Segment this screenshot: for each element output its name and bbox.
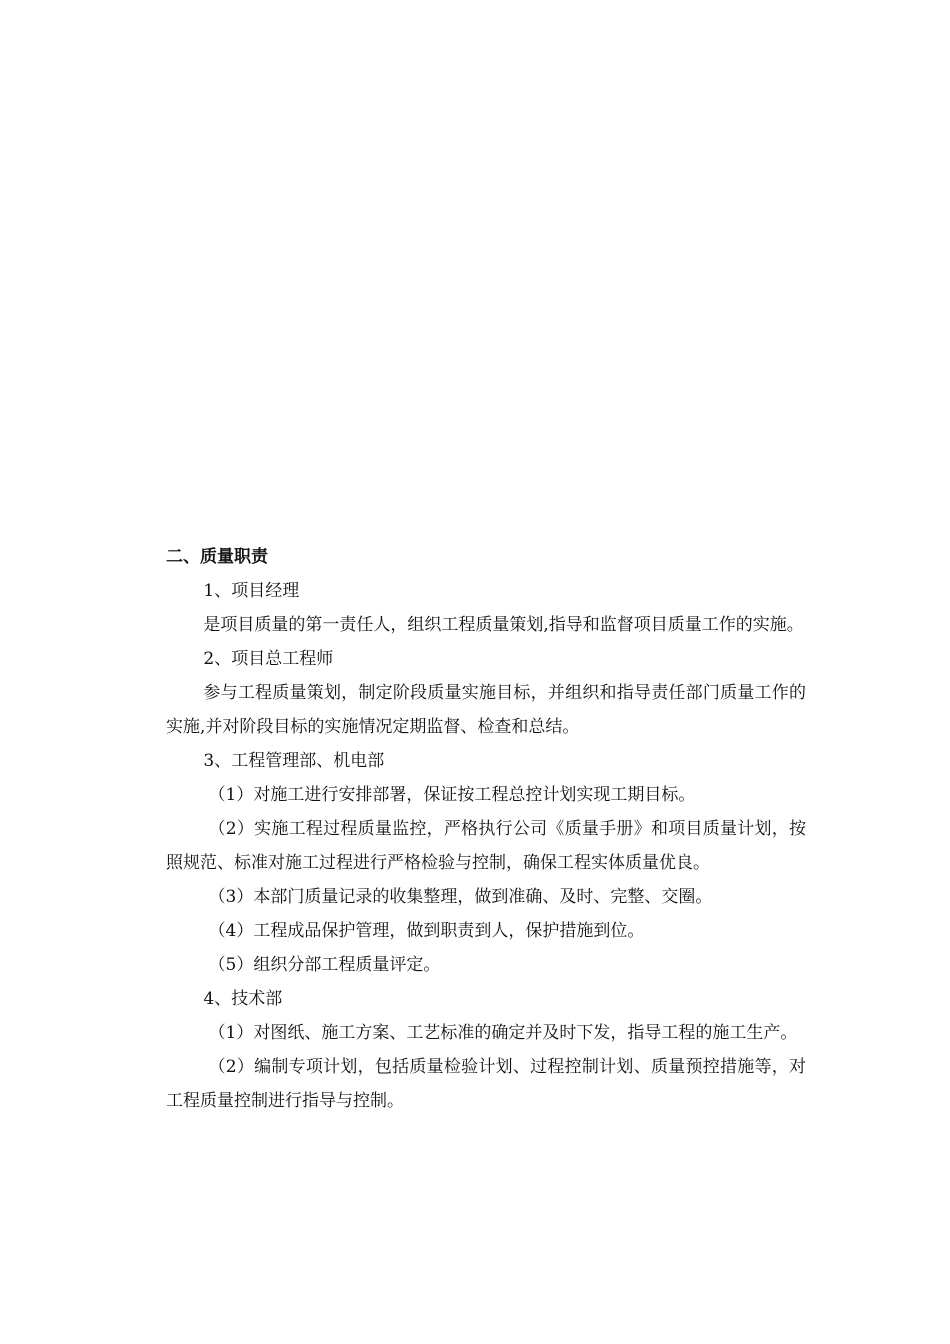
list-item: （2）实施工程过程质量监控，严格执行公司《质量手册》和项目质量计划，按照规范、标准对施工过程进行严格检验与控制，确保工程实体质量优良。 (166, 819, 806, 873)
paragraph-chief-engineer: 参与工程质量策划，制定阶段质量实施目标，并组织和指导责任部门质量工作的实施,并对阶段目标的实施情况定期监督、检查和总结。 (166, 683, 806, 737)
subheading-technical-dept: 4、技术部 (203, 989, 283, 1009)
list-item: （5）组织分部工程质量评定。 (208, 955, 441, 975)
document-body (166, 540, 806, 1118)
list-item: （2）编制专项计划，包括质量检验计划、过程控制计划、质量预控措施等，对工程质量控制进行指导与控制。 (166, 1057, 806, 1111)
subheading-engineering-dept: 3、工程管理部、机电部 (203, 751, 385, 771)
subheading-project-manager: 1、项目经理 (203, 581, 300, 601)
list-item: （1）对图纸、施工方案、工艺标准的确定并及时下发，指导工程的施工生产。 (208, 1023, 798, 1043)
section-title: 二、质量职责 (166, 547, 268, 567)
subheading-chief-engineer: 2、项目总工程师 (203, 649, 334, 669)
paragraph-project-manager: 是项目质量的第一责任人，组织工程质量策划,指导和监督项目质量工作的实施。 (203, 615, 804, 635)
list-item: （3）本部门质量记录的收集整理，做到准确、及时、完整、交圈。 (208, 887, 713, 907)
list-item: （4）工程成品保护管理，做到职责到人，保护措施到位。 (208, 921, 645, 941)
list-item: （1）对施工进行安排部署，保证按工程总控计划实现工期目标。 (208, 785, 696, 805)
